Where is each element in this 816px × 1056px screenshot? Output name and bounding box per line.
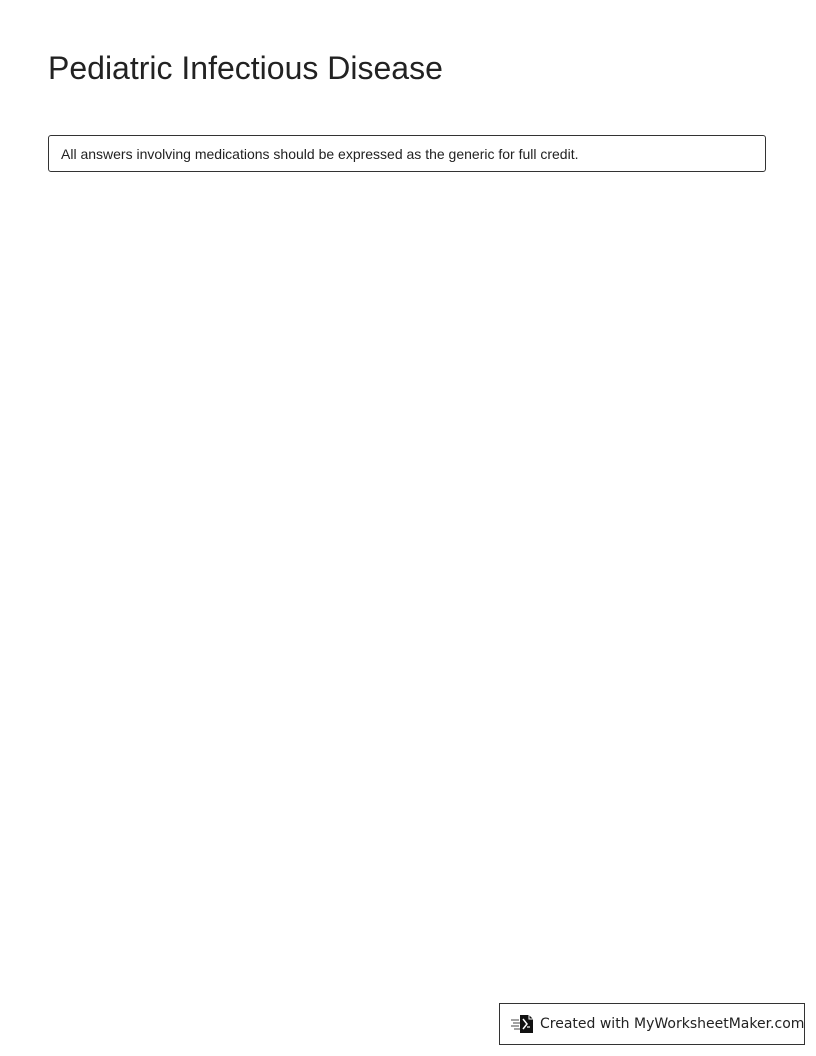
page-title: Pediatric Infectious Disease xyxy=(48,50,443,86)
instructions-text: All answers involving medications should be expressed as the generic for full credit. xyxy=(61,145,579,162)
footer-badge-text: Created with MyWorksheetMaker.com xyxy=(540,1016,805,1032)
created-with-badge-link[interactable] xyxy=(499,1003,805,1045)
instructions-box xyxy=(48,135,766,172)
worksheet-maker-logo-icon xyxy=(510,1013,536,1035)
